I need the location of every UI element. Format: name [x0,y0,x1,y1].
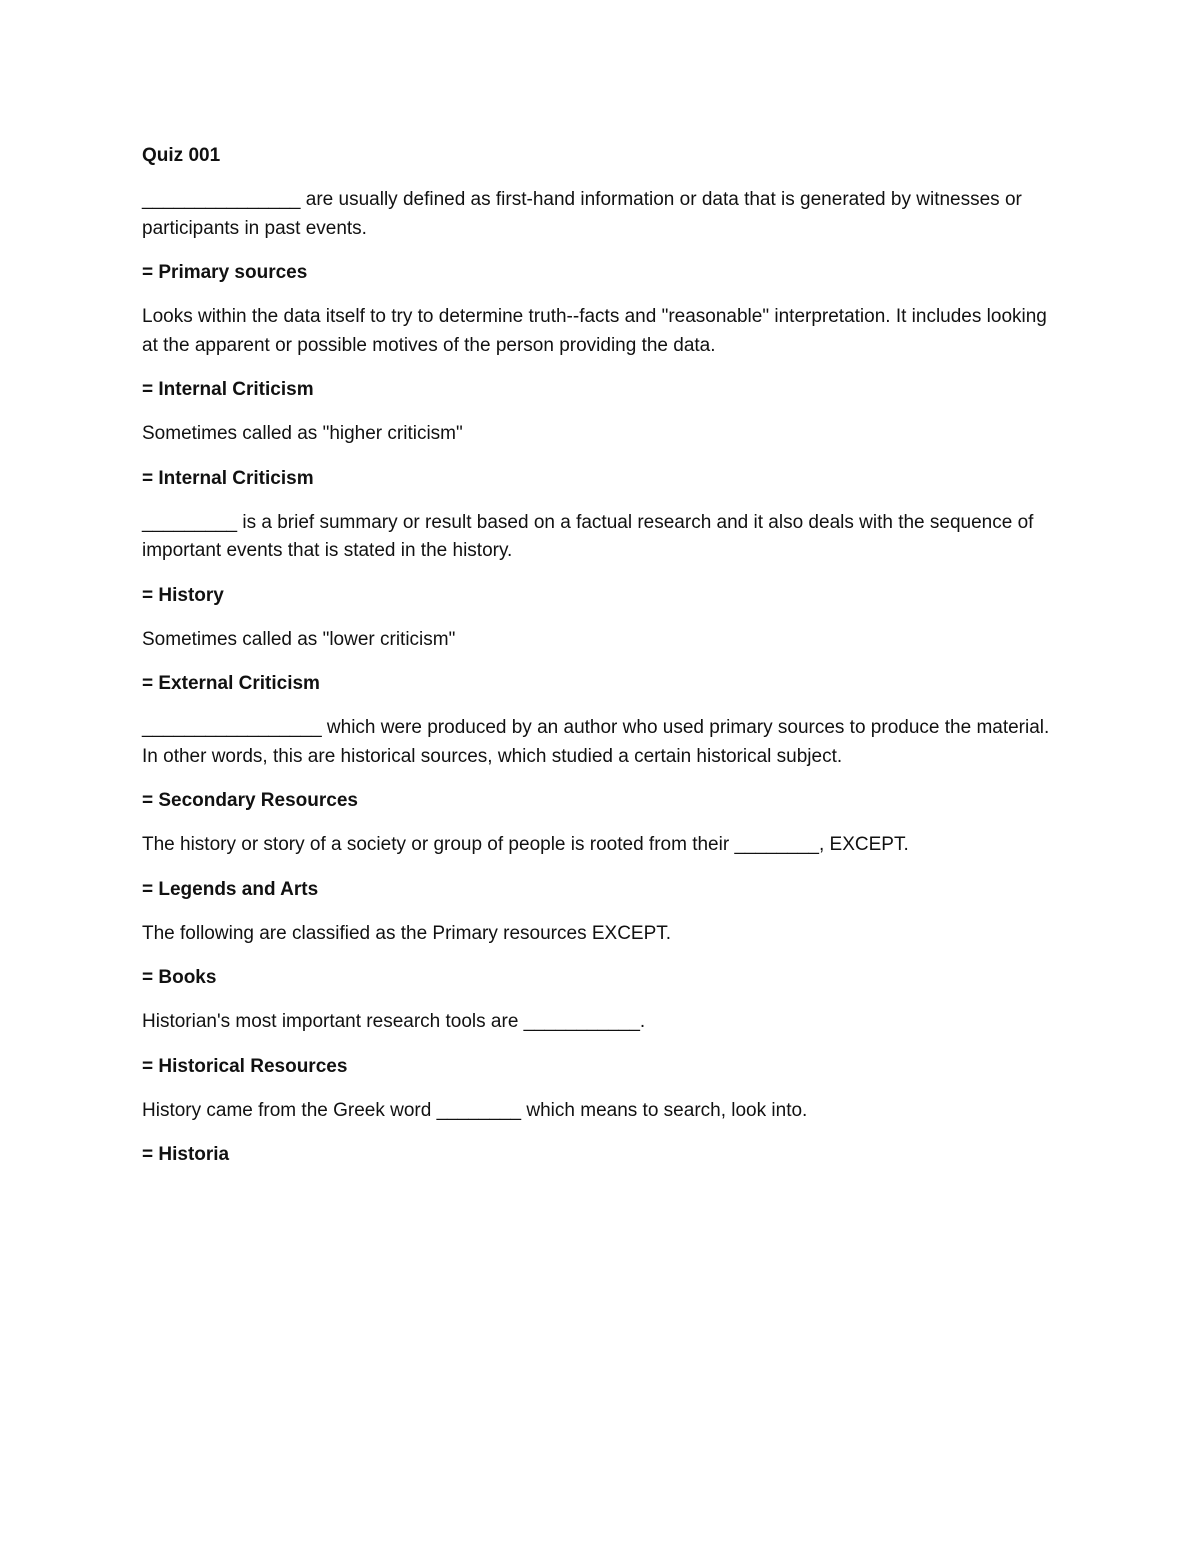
answer-text: = Historical Resources [142,1055,348,1077]
answer-text: = Books [142,967,217,988]
answer-text: = Secondary Resources [142,790,358,811]
question-text: The following are classified as the Primary resources EXCEPT. [142,922,672,944]
answer-text: = Internal Criticism [142,467,314,489]
answer-text: = Legends and Arts [142,878,319,900]
question-text: _________ is a brief summary or result based on a factual research and it also deals with the sequence of important events that is stated in the history. [142,511,1034,561]
answer-text: = Internal Criticism [142,379,314,400]
question-text: Historian's most important research tools are ___________. [142,1011,646,1032]
answer-text: = External Criticism [142,673,320,694]
question-text: Looks within the data itself to try to determine truth--facts and "reasonable" interpretation. It includes looking at the apparent or possible motives of the person providing the data. [142,306,1047,356]
answer-text: = Historia [142,1144,230,1165]
question-text: History came from the Greek word ________ which means to search, look into. [142,1099,808,1121]
document-title: Quiz 001 [142,145,221,166]
question-text: The history or story of a society or group of people is rooted from their ________, EXCEPT. [142,834,909,855]
question-text: _________________ which were produced by an author who used primary sources to produce the material. In other words, this are historical sources, which studied a certain historical subject. [142,717,1050,767]
question-text: _______________ are usually defined as first-hand information or data that is generated by witnesses or participants in past events. [142,189,1022,239]
question-text: Sometimes called as "lower criticism" [142,628,456,650]
answer-text: = History [142,584,224,606]
question-text: Sometimes called as "higher criticism" [142,423,463,444]
document-page [142,142,1062,1185]
answer-text: = Primary sources [142,262,308,283]
